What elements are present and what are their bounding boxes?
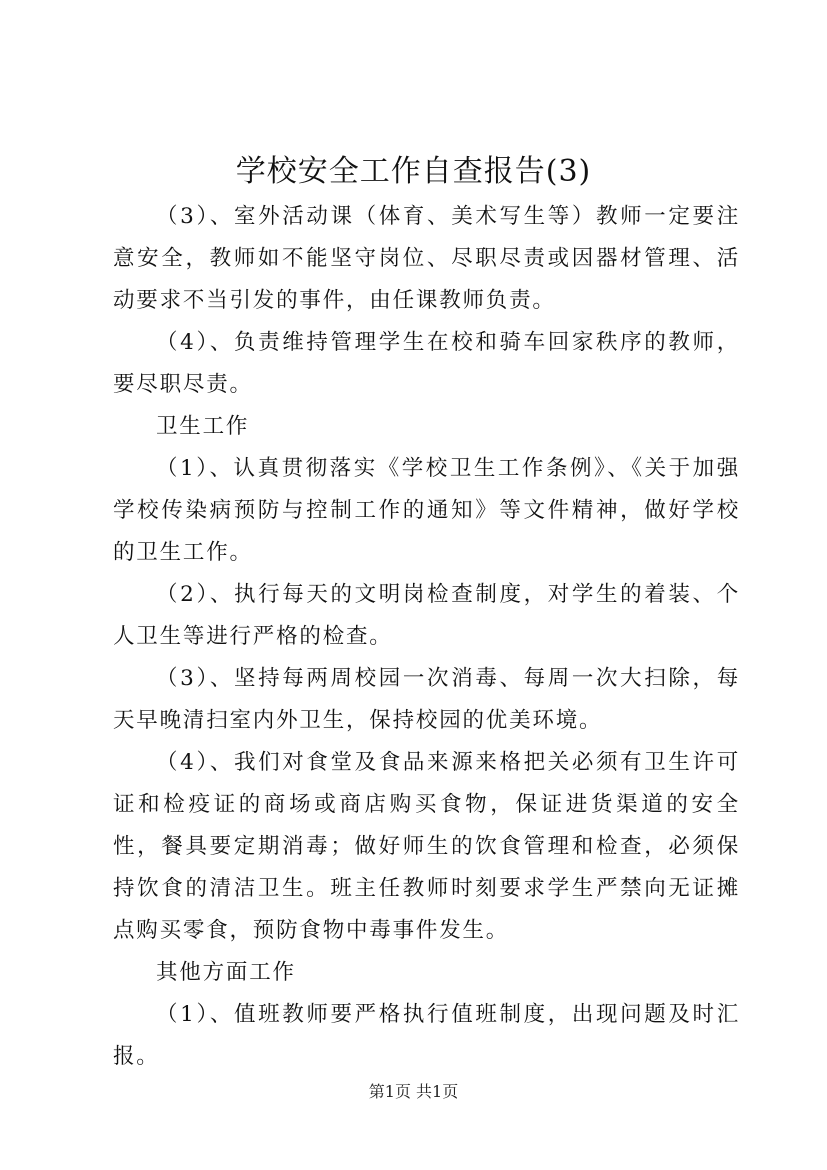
page-title: 学校安全工作自查报告(3) [235,154,592,189]
document-body [113,196,740,1078]
section-heading-hygiene: 卫生工作 [156,414,250,439]
page-footer: 第1页 共1页 [368,1082,459,1101]
paragraph-hygiene-regulations: （1）、认真贯彻落实《学校卫生工作条例》、《关于加强学校传染病预防与控制工作的通知》等文件精神，做好学校的卫生工作。 [113,456,740,565]
paragraph-food-safety: （4）、我们对食堂及食品来源来格把关必须有卫生许可证和检疫证的商场或商店购买食物，保证进货渠道的安全性，餐具要定期消毒；做好师生的饮食管理和检查，必须保持饮食的清洁卫生。班主任教师时刻要求学生严禁向无证摊点购买零食，预防食物中毒事件发生。 [113,750,740,943]
paragraph-duty-teachers: （1）、值班教师要严格执行值班制度，出现问题及时汇报。 [113,1002,740,1069]
paragraph-outdoor-activity: （3）、室外活动课（体育、美术写生等）教师一定要注意安全，教师如不能坚守岗位、尽职尽责或因器材管理、活动要求不当引发的事件，由任课教师负责。 [113,204,740,313]
paragraph-order-maintenance: （4）、负责维持管理学生在校和骑车回家秩序的教师，要尽职尽责。 [113,330,740,397]
section-heading-other: 其他方面工作 [156,960,296,985]
paragraph-daily-inspection: （2）、执行每天的文明岗检查制度，对学生的着装、个人卫生等进行严格的检查。 [113,582,740,649]
paragraph-disinfection: （3）、坚持每两周校园一次消毒、每周一次大扫除，每天早晚清扫室内外卫生，保持校园的优美环境。 [113,666,740,733]
